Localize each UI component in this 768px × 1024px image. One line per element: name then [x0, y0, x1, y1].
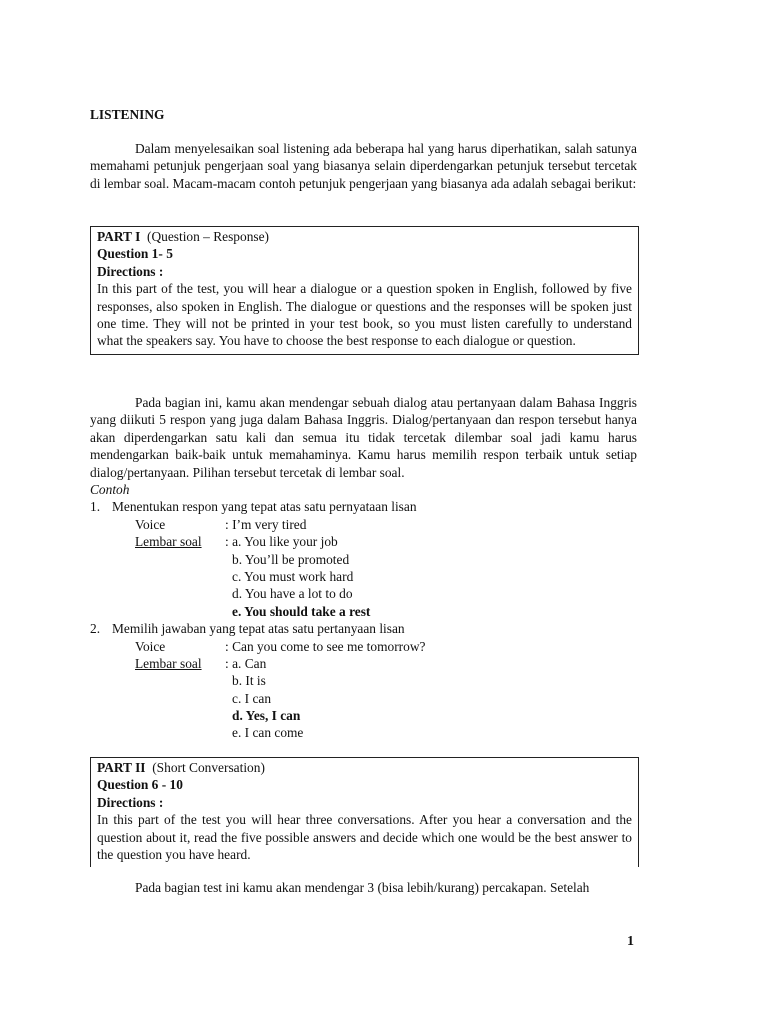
- part1-subtitle: (Question – Response): [147, 229, 270, 244]
- example-text: Memilih jawaban yang tepat atas satu pertanyaan lisan: [112, 621, 405, 637]
- example-2-option-row: [90, 707, 650, 724]
- example-2-header: [90, 620, 650, 637]
- option-a: : a. You like your job: [225, 534, 338, 550]
- option-b: b. It is: [232, 673, 266, 689]
- part2-subtitle: (Short Conversation): [152, 760, 265, 775]
- option-d-correct: d. Yes, I can: [232, 708, 301, 724]
- page-number: 1: [627, 934, 634, 949]
- part2-directions-label: Directions :: [97, 794, 164, 810]
- example-2-option-row: [90, 672, 650, 689]
- voice-text: : Can you come to see me tomorrow?: [225, 638, 426, 654]
- sheet-label: Lembar soal: [135, 534, 202, 550]
- part2-explanation: [90, 879, 637, 896]
- example-2-option-row: [90, 655, 650, 672]
- contoh-label: Contoh: [90, 482, 130, 497]
- section-heading: LISTENING: [90, 107, 165, 122]
- voice-label: Voice: [135, 638, 166, 654]
- voice-text: : I’m very tired: [225, 516, 307, 532]
- sheet-label: Lembar soal: [135, 655, 202, 671]
- example-1-option-row: [90, 551, 650, 568]
- part1-title-line: [97, 228, 632, 245]
- example-1-option-row: [90, 585, 650, 602]
- part1-question: Question 1- 5: [97, 246, 173, 262]
- intro-text: Dalam menyelesaikan soal listening ada beberapa hal yang harus diperhatikan, salah satunya memahami petunjuk pengerjaan soal yang biasanya selain diperdengarkan petunjuk tersebut tercetak di lembar soal. Macam-macam contoh petunjuk pengerjaan yang biasanya ada adalah sebagai berikut:: [90, 141, 637, 191]
- example-1-option-row: [90, 568, 650, 585]
- example-number: 2.: [90, 621, 101, 637]
- option-e: e. I can come: [232, 725, 304, 741]
- example-text: Menentukan respon yang tepat atas satu pernyataan lisan: [112, 499, 417, 515]
- part2-question: Question 6 - 10: [97, 777, 183, 793]
- part1-explanation: [90, 394, 637, 481]
- examples-section: [90, 481, 650, 742]
- example-1-header: [90, 498, 650, 515]
- part1-directions-label: Directions :: [97, 263, 164, 279]
- example-1-option-row: [90, 603, 650, 620]
- part2-box: [90, 757, 639, 867]
- part1-explanation-text: Pada bagian ini, kamu akan mendengar sebuah dialog atau pertanyaan dalam Bahasa Inggris yang diikuti 5 respon yang juga dalam Bahasa Inggris. Dialog/pertanyaan dan respon tersebut hanya akan diperdengarkan satu kali dan semua itu tidak tercetak dilembar soal jadi kamu harus mendengarkan baik-baik untuk memahaminya. Kamu harus memilih respon terbaik untuk setiap dialog/pertanyaan. Pilihan tersebut tercetak di lembar soal.: [90, 395, 637, 480]
- part2-title-line: [97, 759, 632, 776]
- example-2-option-row: [90, 724, 650, 741]
- option-d: d. You have a lot to do: [232, 586, 353, 602]
- option-c: c. You must work hard: [232, 568, 354, 584]
- example-number: 1.: [90, 499, 101, 515]
- part1-box: [90, 226, 639, 355]
- part1-directions: In this part of the test, you will hear a dialogue or a question spoken in English, followed by five responses, also spoken in English. The dialogue or questions and the responses will be spoken just one time. They will not be printed in your test book, so you must listen carefully to understand what the speakers say. You have to choose the best response to each dialogue or question.: [97, 281, 632, 349]
- part2-directions: In this part of the test you will hear three conversations. After you hear a conversation and the question about it, read the five possible answers and decide which one would be the best answer to the question you have heard.: [97, 812, 632, 863]
- contoh-row: [90, 481, 650, 498]
- option-e-correct: e. You should take a rest: [232, 603, 371, 619]
- part2-title: PART II: [97, 760, 146, 775]
- example-1-voice-row: [90, 516, 650, 533]
- intro-paragraph: [90, 140, 637, 192]
- part1-title: PART I: [97, 229, 141, 244]
- option-b: b. You’ll be promoted: [232, 551, 350, 567]
- part2-explanation-text: Pada bagian test ini kamu akan mendengar 3 (bisa lebih/kurang) percakapan. Setelah: [135, 880, 590, 895]
- example-2-voice-row: [90, 638, 650, 655]
- voice-label: Voice: [135, 516, 166, 532]
- example-1-option-row: [90, 533, 650, 550]
- option-c: c. I can: [232, 690, 272, 706]
- option-a: : a. Can: [225, 655, 267, 671]
- example-2-option-row: [90, 690, 650, 707]
